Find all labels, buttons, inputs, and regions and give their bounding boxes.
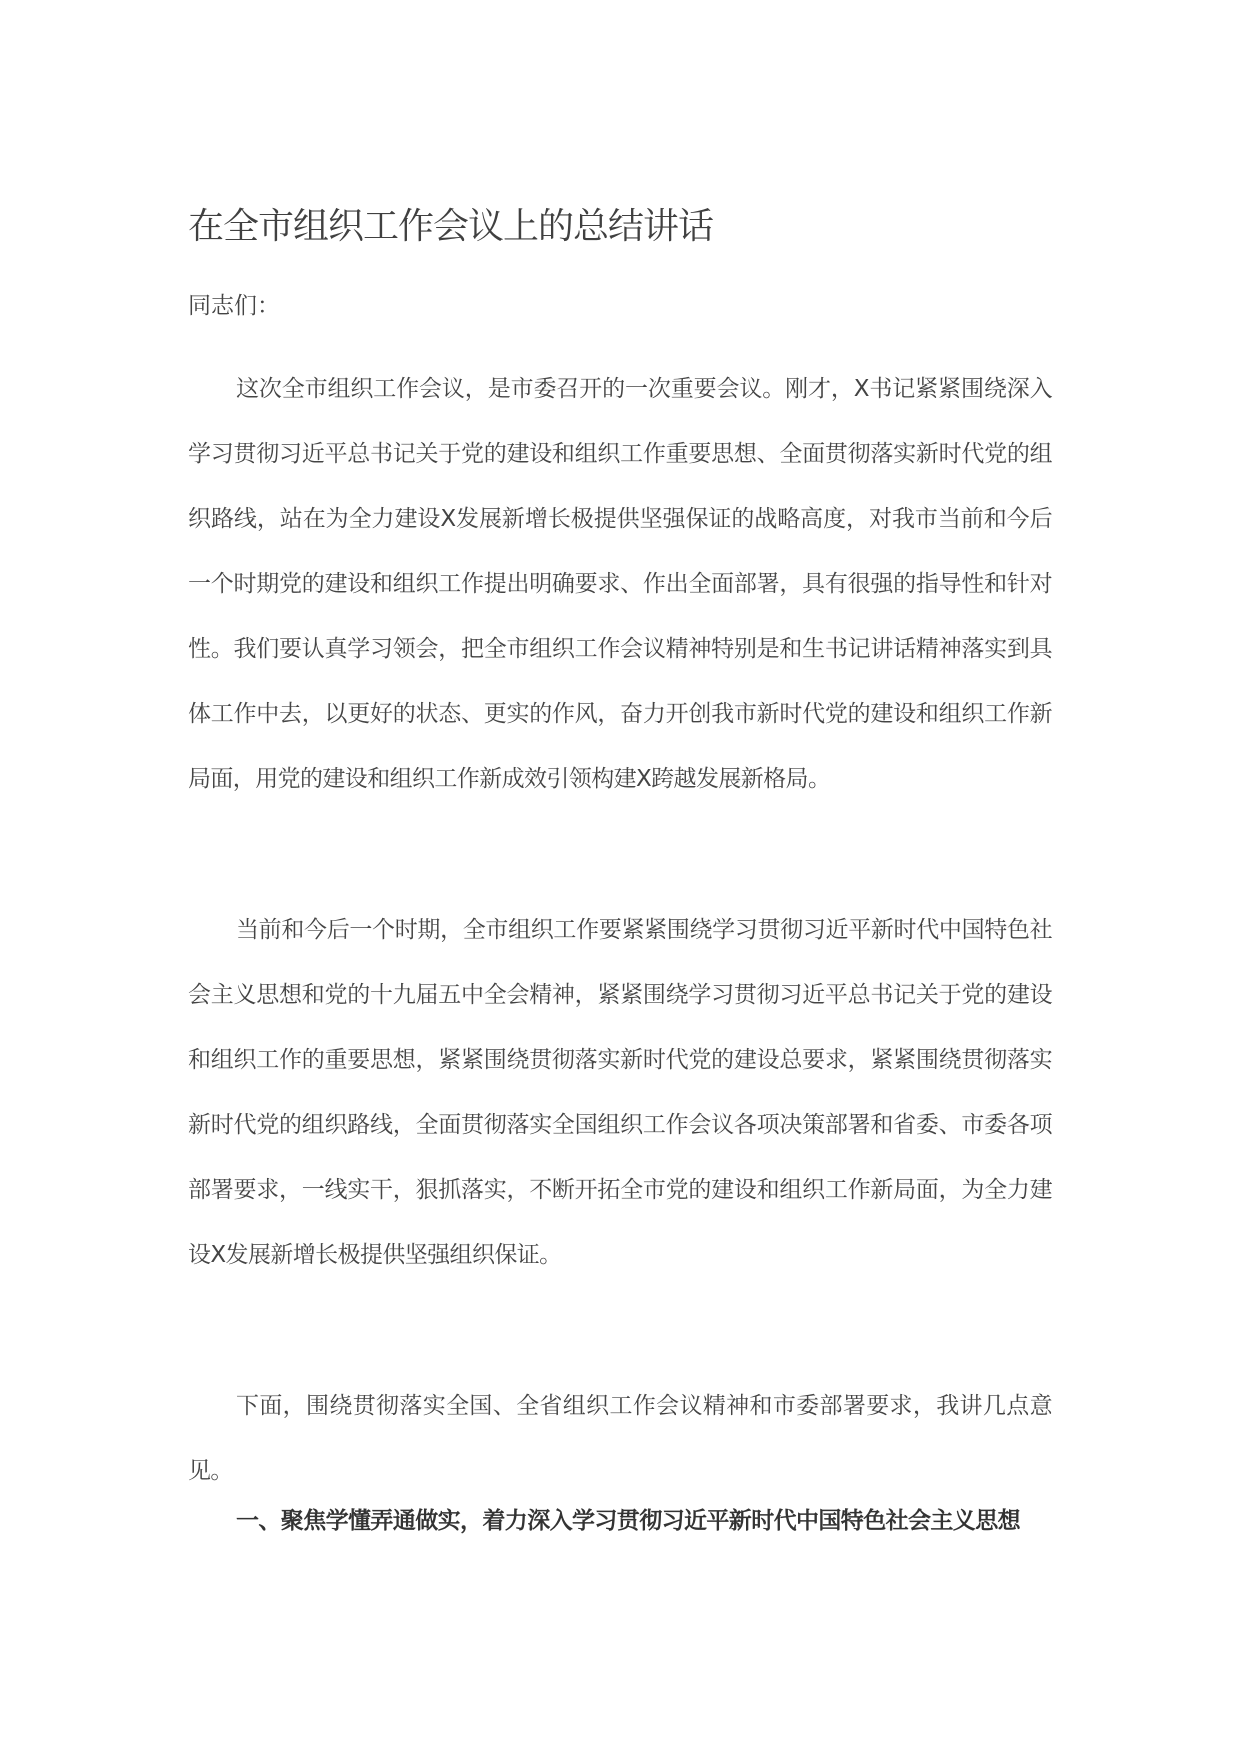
paragraph-3: 下面，围绕贯彻落实全国、全省组织工作会议精神和市委部署要求，我讲几点意见。 xyxy=(188,1393,1052,1484)
greeting: 同志们： xyxy=(188,293,280,319)
document-title: 在全市组织工作会议上的总结讲话 xyxy=(188,206,714,247)
paragraph-2: 当前和今后一个时期，全市组织工作要紧紧围绕学习贯彻习近平新时代中国特色社会主义思想和党的十九届五中全会精神，紧紧围绕学习贯彻习近平总书记关于党的建设和组织工作的重要思想，紧紧围绕贯彻落实新时代党的建设总要求，紧紧围绕贯彻落实新时代党的组织路线，全面贯彻落实全国组织工作会议各项决策部署和省委、市委各项部署要求，一线实干，狠抓落实，不断开拓全市党的建设和组织工作新局面，为全力建设X发展新增长极提供坚强组织保证。 xyxy=(188,917,1052,1268)
paragraph-1: 这次全市组织工作会议，是市委召开的一次重要会议。刚才，X书记紧紧围绕深入学习贯彻习近平总书记关于党的建设和组织工作重要思想、全面贯彻落实新时代党的组织路线，站在为全力建设X发展新增长极提供坚强保证的战略高度，对我市当前和今后一个时期党的建设和组织工作提出明确要求、作出全面部署，具有很强的指导性和针对性。我们要认真学习领会，把全市组织工作会议精神特别是和生书记讲话精神落实到具体工作中去，以更好的状态、更实的作风，奋力开创我市新时代党的建设和组织工作新局面，用党的建设和组织工作新成效引领构建X跨越发展新格局。 xyxy=(188,376,1052,792)
section-heading-1: 一、聚焦学懂弄通做实，着力深入学习贯彻习近平新时代中国特色社会主义思想 xyxy=(236,1508,1021,1534)
